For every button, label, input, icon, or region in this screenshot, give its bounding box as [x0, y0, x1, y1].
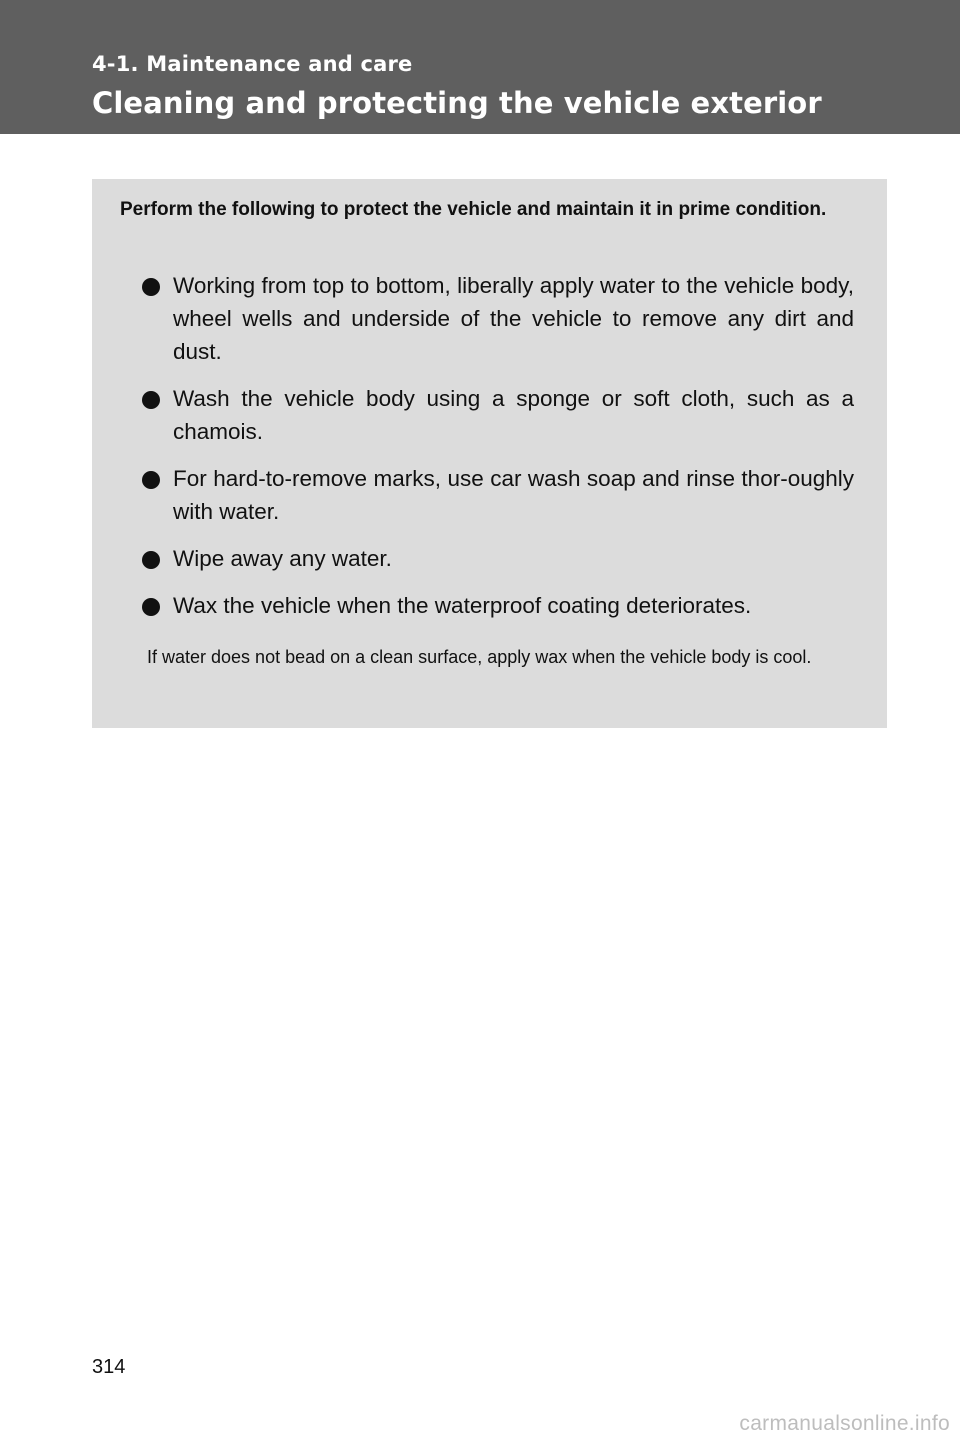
section-label: 4-1. Maintenance and care	[92, 52, 413, 76]
watermark: carmanualsonline.info	[739, 1412, 950, 1435]
list-item	[140, 542, 854, 575]
bullet-icon	[142, 278, 160, 296]
list-item-text: Wipe away any water.	[173, 546, 392, 571]
bullet-icon	[142, 471, 160, 489]
list-item	[140, 382, 854, 448]
note-text: If water does not bead on a clean surface, apply wax when the vehicle body is cool.	[147, 647, 812, 667]
page-title: Cleaning and protecting the vehicle exterior	[92, 86, 822, 120]
intro-text: Perform the following to protect the vehicle and maintain it in prime condition.	[120, 199, 827, 220]
info-box	[92, 179, 887, 728]
list-item-text: Wax the vehicle when the waterproof coating deteriorates.	[173, 593, 752, 618]
list-item	[140, 269, 854, 368]
bullet-icon	[142, 391, 160, 409]
list-item-text: Working from top to bottom, liberally apply water to the vehicle body, wheel wells and underside of the vehicle to remove any dirt and dust.	[173, 273, 854, 364]
list-item-text: For hard-to-remove marks, use car wash soap and rinse thor-oughly with water.	[173, 466, 854, 524]
list-item-text: Wash the vehicle body using a sponge or soft cloth, such as a chamois.	[173, 386, 854, 444]
bullet-icon	[142, 551, 160, 569]
bullet-icon	[142, 598, 160, 616]
page-number: 314	[92, 1356, 126, 1378]
header-band	[0, 0, 960, 134]
list-item	[140, 462, 854, 528]
bullet-list	[140, 269, 854, 636]
list-item	[140, 589, 854, 622]
